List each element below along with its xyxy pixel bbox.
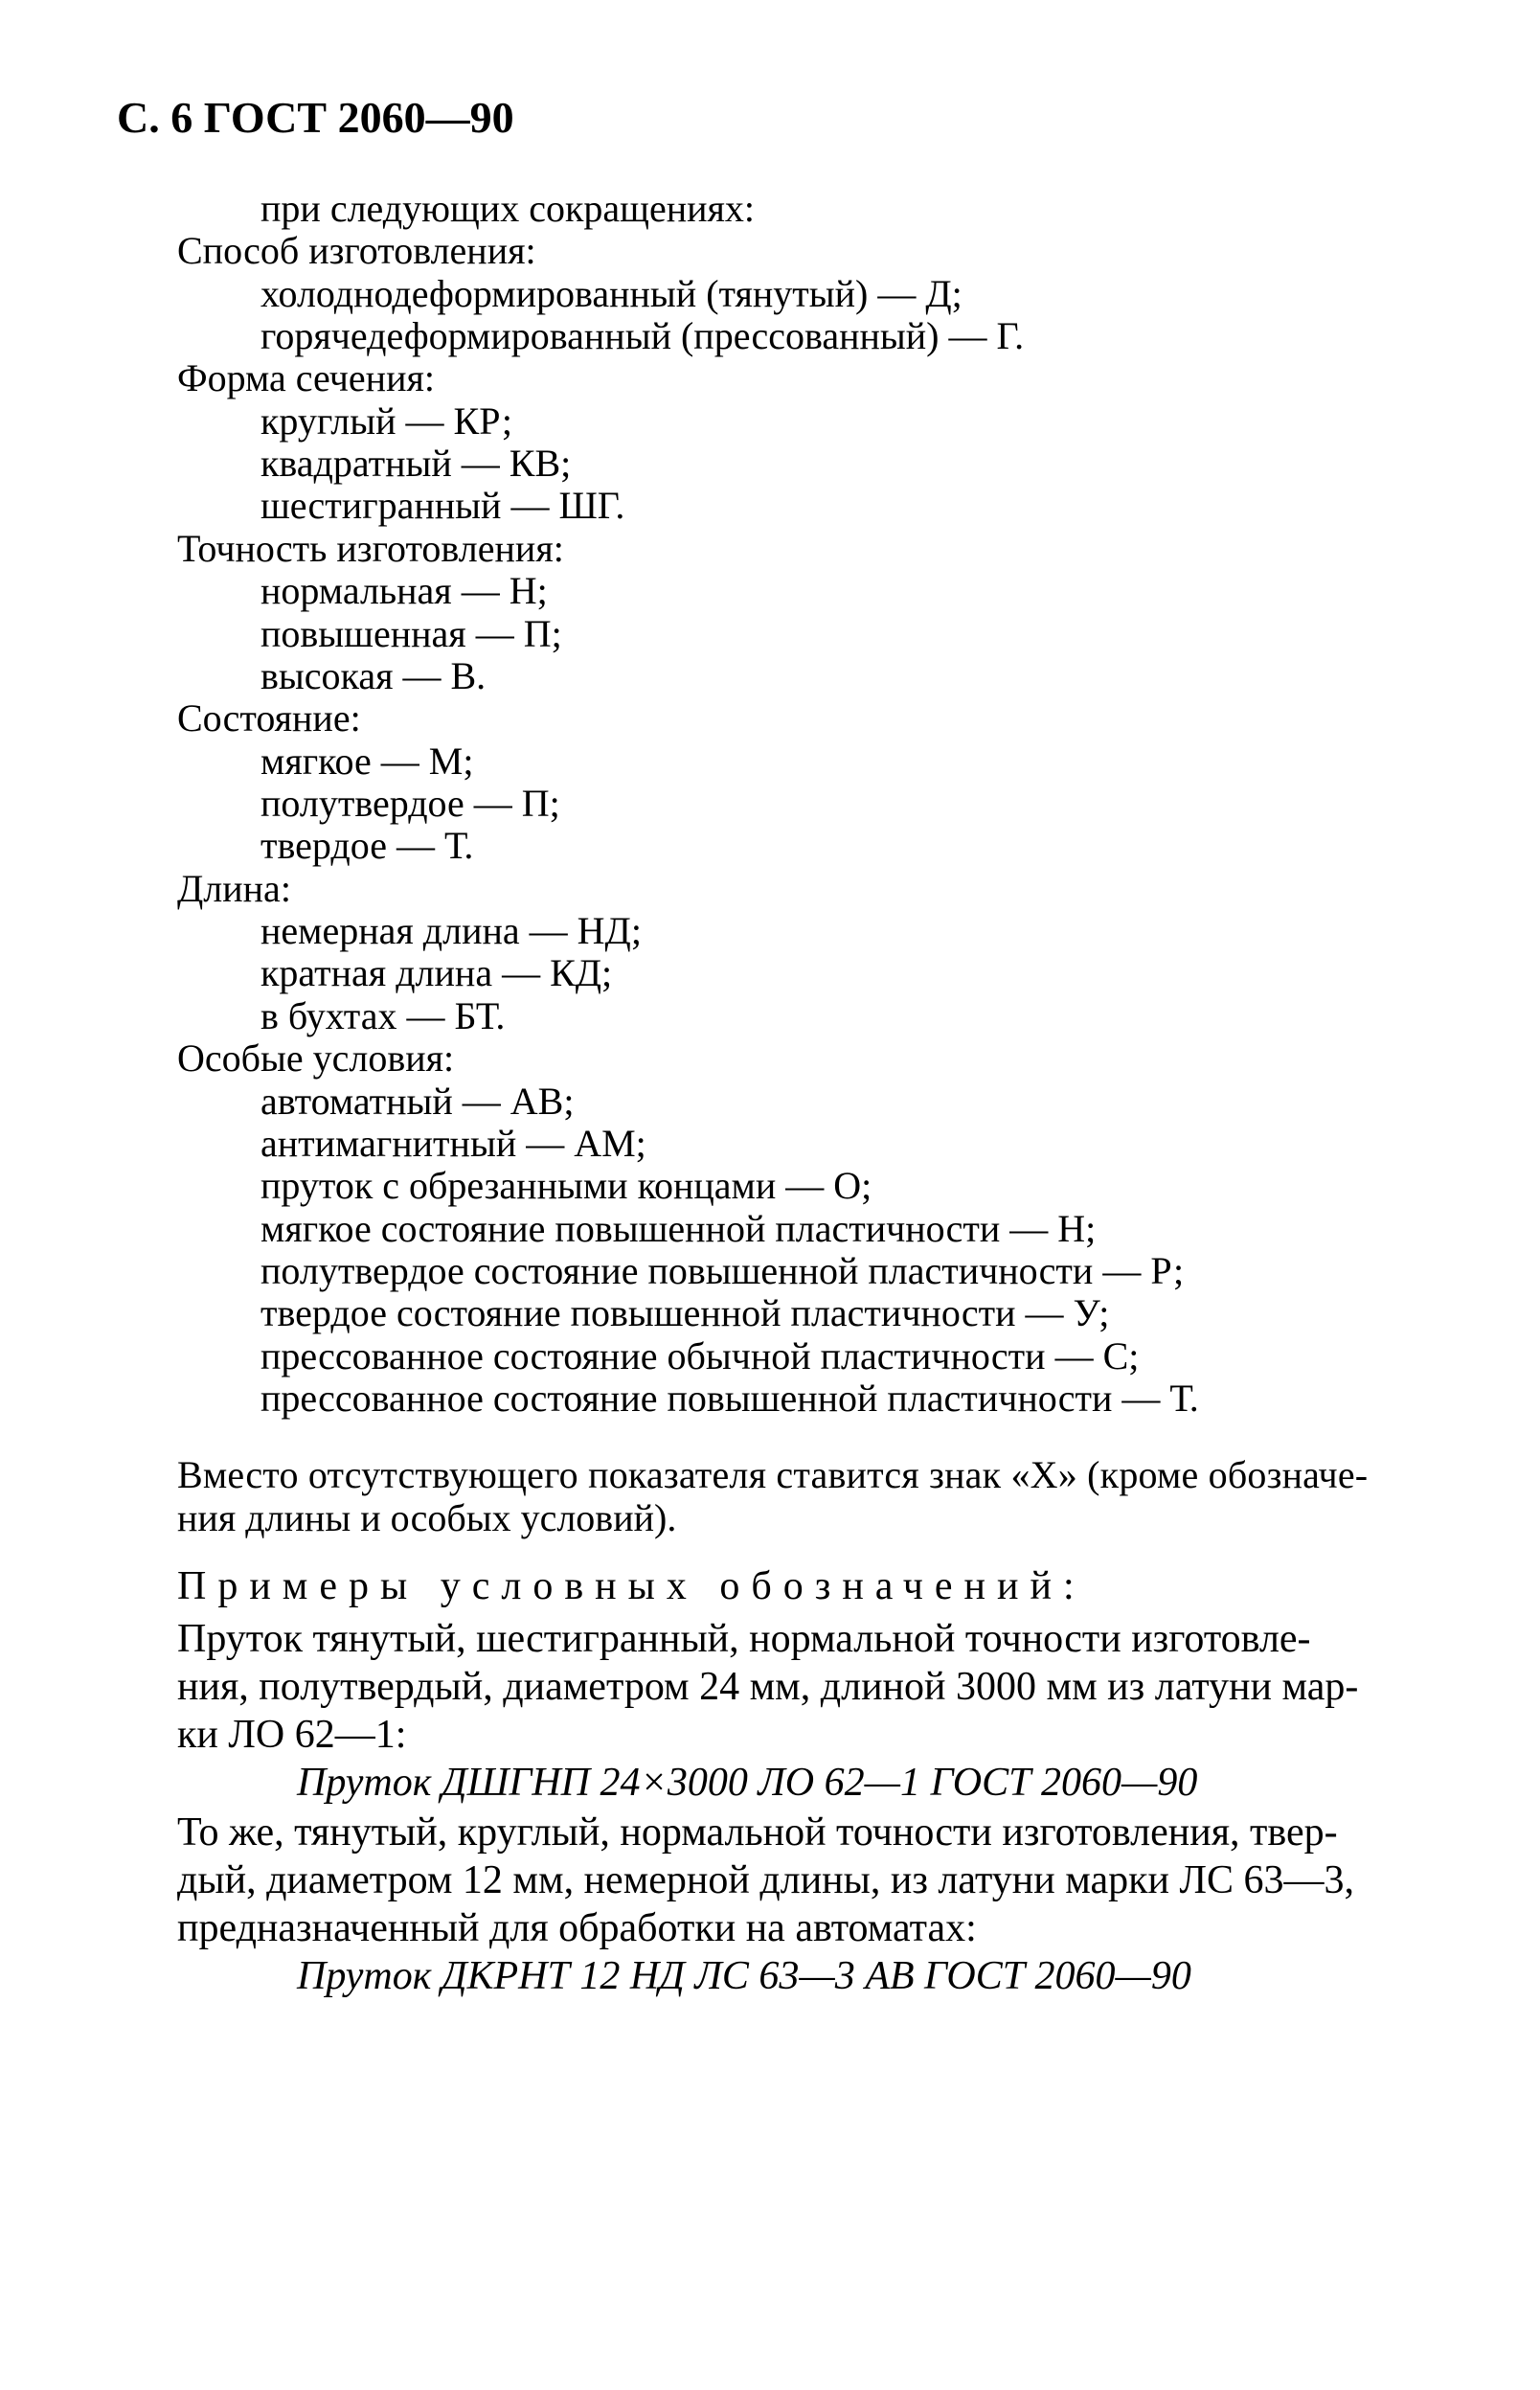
group-item: повышенная — П; <box>260 612 562 655</box>
group-item: автоматный — АВ; <box>260 1080 575 1123</box>
group-item: немерная длина — НД; <box>260 909 642 952</box>
group-item: мягкое — М; <box>260 740 474 783</box>
group-item: квадратный — КВ; <box>260 442 572 485</box>
group-title: Точность изготовления: <box>177 527 564 570</box>
group-item: твердое — Т. <box>260 824 474 867</box>
group-item: нормальная — Н; <box>260 569 548 612</box>
abbreviation-intro: при следующих сокращениях: <box>260 187 756 230</box>
example-2-line: То же, тянутый, круглый, нормальной точности изготовления, твер- <box>177 1810 1338 1855</box>
group-item: пруток с обрезанными концами — О; <box>260 1164 872 1207</box>
group-title: Особые условия: <box>177 1036 455 1080</box>
example-1-designation: Пруток ДШГНП 24×3000 ЛО 62—1 ГОСТ 2060—90 <box>297 1761 1198 1805</box>
group-item: горячедеформированный (прессованный) — Г. <box>260 314 1025 357</box>
example-1-line: ки ЛО 62—1: <box>177 1713 407 1757</box>
group-item: полутвердое состояние повышенной пластичности — Р; <box>260 1249 1185 1292</box>
group-item: мягкое состояние повышенной пластичности — Н; <box>260 1207 1097 1250</box>
example-2-designation: Пруток ДКРНТ 12 НД ЛС 63—3 АВ ГОСТ 2060—90 <box>297 1954 1191 1998</box>
page-header: С. 6 ГОСТ 2060—90 <box>117 93 514 142</box>
group-item: высокая — В. <box>260 654 487 697</box>
group-item: антимагнитный — АМ; <box>260 1122 646 1165</box>
group-item: твердое состояние повышенной пластичности — У; <box>260 1291 1110 1334</box>
example-2-line: дый, диаметром 12 мм, немерной длины, из латуни марки ЛС 63—3, <box>177 1858 1355 1902</box>
group-item: шестигранный — ШГ. <box>260 484 625 527</box>
group-item: холоднодеформированный (тянутый) — Д; <box>260 272 962 315</box>
group-item: кратная длина — КД; <box>260 951 613 994</box>
group-item: прессованное состояние повышенной пластичности — Т. <box>260 1377 1199 1420</box>
group-title: Длина: <box>177 867 291 910</box>
group-item: круглый — КР; <box>260 399 513 443</box>
group-title: Способ изготовления: <box>177 229 536 272</box>
group-item: прессованное состояние обычной пластичности — С; <box>260 1334 1140 1377</box>
group-item: в бухтах — БТ. <box>260 994 506 1037</box>
group-title: Состояние: <box>177 696 361 740</box>
example-2-line: предназначенный для обработки на автоматах: <box>177 1906 977 1950</box>
example-1-line: ния, полутвердый, диаметром 24 мм, длиной 3000 мм из латуни мар- <box>177 1665 1359 1709</box>
example-1-line: Пруток тянутый, шестигранный, нормальной точности изготовле- <box>177 1617 1311 1661</box>
note-line: ния длины и особых условий). <box>177 1496 677 1539</box>
note-line: Вместо отсутствующего показателя ставится знак «Х» (кроме обозначе- <box>177 1453 1369 1496</box>
examples-title: Примеры условных обозначений: <box>177 1564 1086 1608</box>
group-title: Форма сечения: <box>177 356 435 399</box>
group-item: полутвердое — П; <box>260 782 560 825</box>
